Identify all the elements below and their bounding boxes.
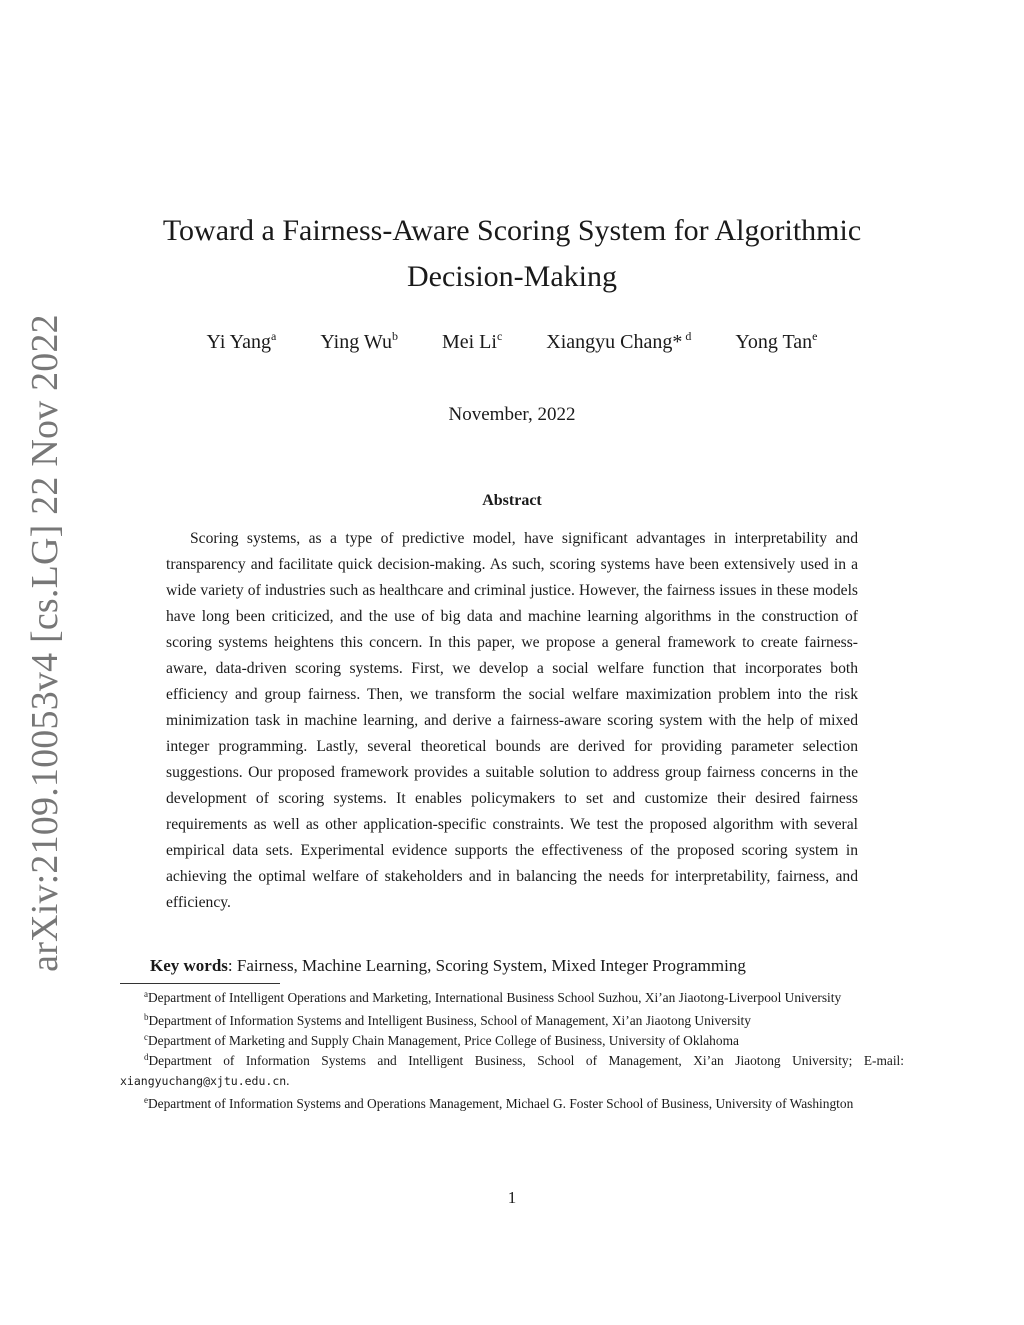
author-email-link[interactable]: xiangyuchang@xjtu.edu.cn — [120, 1074, 287, 1088]
arxiv-identifier-stamp — [10, 314, 80, 972]
footnote-affiliation-b — [120, 1011, 904, 1031]
footnote-suffix: . — [286, 1073, 290, 1088]
author-list — [150, 331, 874, 354]
footnote-affiliation-a — [120, 988, 904, 1008]
author-name: Yi Yang — [206, 331, 271, 353]
footnote-marker: e — [144, 1095, 148, 1105]
author-name: Ying Wu — [320, 331, 392, 353]
keywords-line — [150, 956, 874, 976]
keywords-text: : Fairness, Machine Learning, Scoring System, Mixed Integer Programming — [227, 956, 746, 975]
footnote-affiliation-e — [120, 1094, 904, 1114]
author-name: Xiangyu Chang* — [546, 331, 683, 353]
author — [442, 331, 502, 354]
page-number: 1 — [507, 1188, 517, 1207]
paper-title: Toward a Fairness-Aware Scoring System for Algorithmic Decision-Making — [162, 214, 862, 293]
abstract-text: Scoring systems, as a type of predictive model, have significant advantages in interpretability and transparency and facilitate quick decision-making. As such, scoring systems have been extensively used in a wide variety of industries such as healthcare and criminal justice. However, the fairness issues in these models have long been criticized, and the use of big data and machine learning algorithms in the construction of scoring systems heightens this concern. In this paper, we propose a general framework to create fairness-aware, data-driven scoring systems. First, we develop a social welfare function that incorporates both efficiency and group fairness. Then, we transform the social welfare maximization problem into the risk minimization task in machine learning, and derive a fairness-aware scoring system with the help of mixed integer programming. Lastly, several theoretical bounds are derived for providing parameter selection suggestions. Our proposed framework provides a suitable solution to address group fairness concerns in the development of scoring systems. It enables policymakers to set and customize their desired fairness requirements as well as other application-specific constraints. We test the proposed algorithm with several empirical data sets. Experimental evidence supports the effectiveness of the proposed scoring system in achieving the optimal welfare of stakeholders and in balancing the needs for interpretability, fairness, and efficiency. — [166, 530, 858, 911]
author-affiliation-marker: e — [812, 329, 818, 343]
footnote-marker: b — [144, 1012, 149, 1022]
author — [546, 331, 691, 354]
footnote-affiliation-c — [120, 1031, 904, 1051]
author — [320, 331, 398, 354]
footnote-affiliation-d — [120, 1051, 904, 1091]
footnote-marker: a — [144, 989, 148, 999]
footnote-text: Department of Information Systems and Intelligent Business, School of Management, Xi’an Jiaotong University — [148, 1013, 751, 1028]
footnote-text: Department of Information Systems and Operations Management, Michael G. Foster School of Business, University of Washington — [148, 1096, 854, 1111]
author-affiliation-marker: d — [682, 329, 692, 343]
author — [207, 331, 277, 354]
author-name: Yong Tan — [735, 331, 813, 353]
footnote-marker: c — [144, 1032, 148, 1042]
footnote-text: Department of Marketing and Supply Chain Management, Price College of Business, University of Oklahoma — [148, 1033, 739, 1048]
author-affiliation-marker: b — [391, 329, 398, 343]
footnote-text: Department of Intelligent Operations and Marketing, International Business School Suzhou, Xi’an Jiaotong-Liverpool University — [148, 990, 842, 1005]
keywords-label: Key words — [150, 956, 228, 975]
author-name: Mei Li — [441, 331, 497, 353]
publication-date: November, 2022 — [448, 404, 576, 425]
abstract-heading: Abstract — [482, 492, 542, 509]
author — [735, 331, 817, 354]
arxiv-identifier-text: arXiv:2109.10053v4 [cs.LG] 22 Nov 2022 — [24, 314, 66, 972]
affiliation-footnotes — [120, 988, 904, 1114]
footnote-text: Department of Information Systems and Intelligent Business, School of Management, Xi’an Jiaotong University; E-mail: — [148, 1053, 904, 1068]
author-affiliation-marker: a — [271, 329, 277, 343]
author-affiliation-marker: c — [496, 329, 503, 343]
footnote-divider — [120, 983, 280, 984]
footnote-marker: d — [144, 1052, 149, 1062]
